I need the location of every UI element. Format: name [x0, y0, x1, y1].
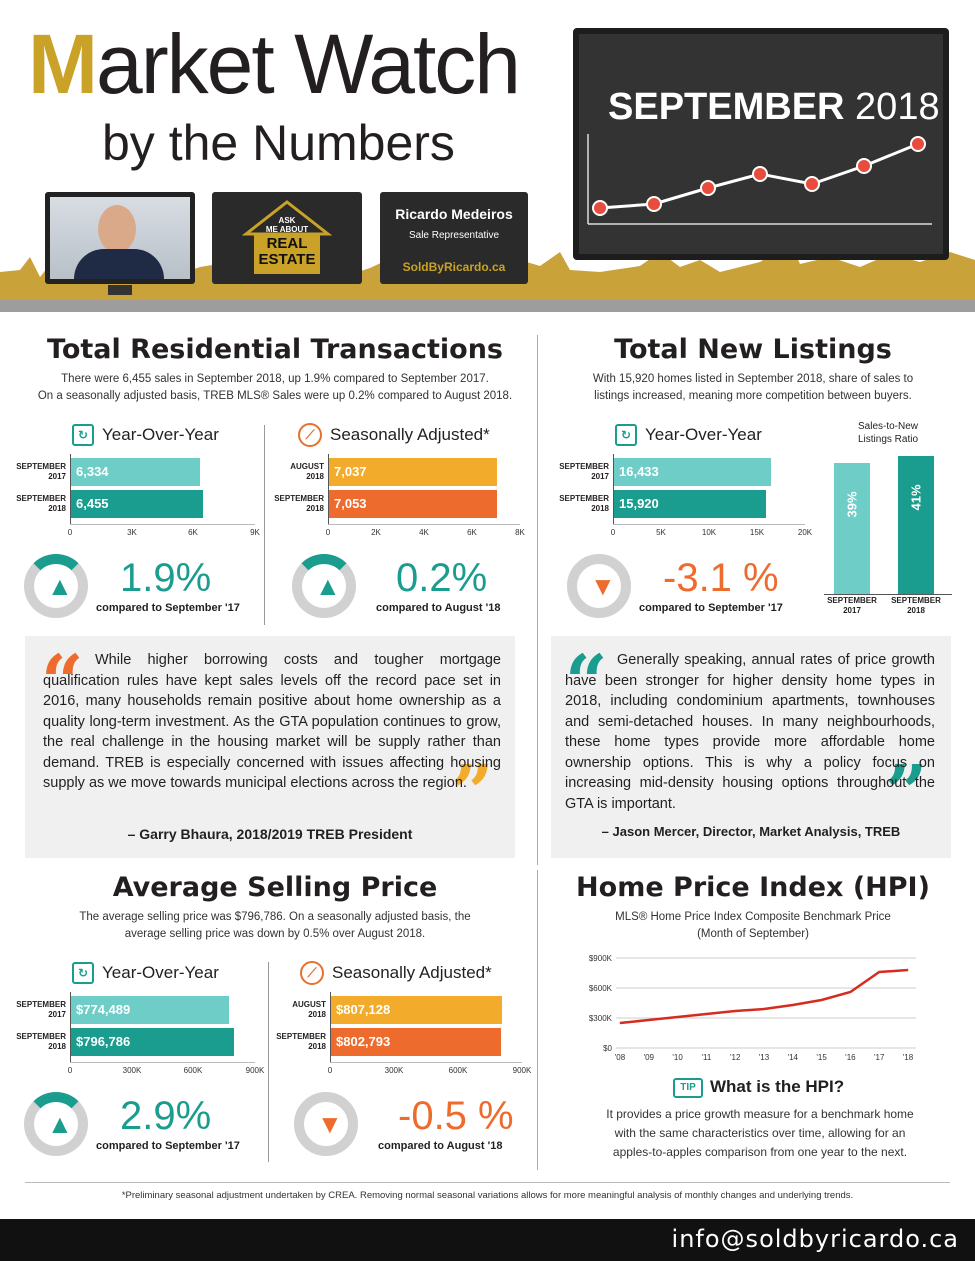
calendar-icon: ↻: [72, 424, 94, 446]
listings-title: Total New Listings: [614, 334, 892, 365]
quote-author-director: – Jason Mercer, Director, Market Analysis, TREB: [601, 824, 901, 839]
axis-line: [70, 524, 255, 525]
progress-ring: [24, 1092, 88, 1156]
leaf-icon: ⟋: [300, 961, 324, 985]
hpi-title: Home Price Index (HPI): [576, 872, 930, 903]
column-divider: [537, 335, 538, 865]
progress-ring: [292, 554, 356, 618]
quote-author-president: – Garry Bhaura, 2018/2019 TREB President: [127, 826, 413, 842]
tick-label: 0: [610, 528, 616, 537]
comparison-label: compared to September '17: [96, 1140, 240, 1152]
hpi-point: [879, 972, 880, 973]
x-tick-label: '14: [787, 1053, 799, 1062]
progress-ring: [294, 1092, 358, 1156]
arrow-down-icon: ▼: [590, 571, 616, 601]
close-quote-icon: ”: [451, 750, 494, 836]
bar-label: SEPTEMBER 2018: [559, 494, 609, 513]
hpi-point: [764, 1009, 765, 1010]
contact-email[interactable]: info@soldbyricardo.ca: [671, 1225, 959, 1253]
x-tick-label: '09: [643, 1053, 655, 1062]
bar-label: SEPTEMBER 2018: [16, 494, 66, 513]
column-divider: [537, 870, 538, 1170]
bar-label: SEPTEMBER 2017: [559, 462, 609, 481]
tick-label: 2K: [371, 528, 381, 537]
agent-photo-monitor: [45, 192, 195, 284]
bar: 16,433: [613, 458, 771, 486]
listings-desc-1: With 15,920 homes listed in September 2018, share of sales to: [592, 373, 914, 385]
hpi-point: [677, 1017, 678, 1018]
section-divider: [268, 962, 269, 1162]
agent-head: [98, 205, 136, 253]
tick-label: 0: [67, 528, 73, 537]
quote-box-director: [551, 636, 951, 858]
hpi-tip-line-2: with the same characteristics over time, allowing for an: [614, 1126, 906, 1140]
ratio-title: Sales-to-New Listings Ratio: [857, 421, 919, 445]
calendar-icon: ↻: [72, 962, 94, 984]
bar: 15,920: [613, 490, 766, 518]
hpi-point: [648, 1020, 649, 1021]
hpi-tip-title: What is the HPI?: [710, 1077, 845, 1096]
progress-ring: [24, 554, 88, 618]
open-quote-icon: “: [41, 640, 84, 726]
x-tick-label: '17: [873, 1053, 885, 1062]
x-tick-label: '12: [729, 1053, 741, 1062]
tick-label: 8K: [515, 528, 525, 537]
y-tick-label: $600K: [588, 984, 612, 993]
tick-label: 9K: [250, 528, 260, 537]
transactions-title: Total Residential Transactions: [47, 334, 503, 365]
chart-heading: Seasonally Adjusted*: [332, 963, 492, 982]
ratio-value: 41%: [908, 484, 924, 511]
bar: 7,037: [328, 458, 497, 486]
axis-line: [613, 454, 614, 524]
progress-ring: [567, 554, 631, 618]
bar-label: AUGUST 2018: [292, 1000, 326, 1019]
hpi-point: [620, 1023, 621, 1024]
footnote-divider: [25, 1182, 950, 1183]
x-tick-label: '16: [845, 1053, 856, 1062]
axis-line: [613, 524, 805, 525]
page-title: Market Watch: [28, 17, 520, 111]
hpi-tip-line-1: It provides a price growth measure for a benchmark home: [606, 1107, 914, 1121]
chart-heading: Seasonally Adjusted*: [330, 425, 490, 444]
hpi-series-line: [620, 970, 908, 1023]
price-title: Average Selling Price: [112, 872, 438, 903]
price-desc-1: The average selling price was $796,786. On a seasonally adjusted basis, the: [79, 911, 471, 923]
bar: 6,455: [70, 490, 203, 518]
tick-label: 600K: [448, 1066, 468, 1075]
percent-change: 1.9%: [120, 556, 212, 600]
tv-trend-line: [582, 128, 942, 238]
bar: 6,334: [70, 458, 200, 486]
price-desc-2: average selling price was down by 0.5% over August 2018.: [124, 928, 426, 940]
agent-role: Sale Representative: [408, 230, 500, 241]
axis-line: [328, 524, 520, 525]
tick-label: 6K: [467, 528, 477, 537]
chart-heading: Year-Over-Year: [102, 963, 219, 982]
section-divider: [264, 425, 265, 625]
listings-yoy-chart: [553, 420, 815, 630]
arrow-down-icon: ▼: [317, 1109, 343, 1139]
tick-label: 0: [327, 1066, 333, 1075]
tick-label: 300K: [122, 1066, 142, 1075]
bar: $796,786: [70, 1028, 234, 1056]
axis-line: [330, 992, 331, 1062]
footer-bar: [0, 1219, 975, 1261]
transactions-desc-2: On a seasonally adjusted basis, TREB MLS® Sales were up 0.2% compared to August 2018.: [37, 390, 513, 402]
hpi-point: [706, 1014, 707, 1015]
comparison-label: compared to August '18: [376, 602, 501, 614]
bar-label: AUGUST 2018: [290, 462, 324, 481]
ratio-label: SEPTEMBER 2018: [891, 596, 941, 615]
agent-photo: [50, 197, 190, 279]
bar-label: SEPTEMBER 2018: [274, 494, 324, 513]
tick-label: 900K: [512, 1066, 532, 1075]
comparison-label: compared to September '17: [639, 602, 783, 614]
ratio-axis: [824, 594, 952, 595]
agent-website[interactable]: SoldByRicardo.ca: [402, 260, 506, 274]
bar-label: SEPTEMBER 2018: [16, 1032, 66, 1051]
tick-label: 0: [325, 528, 331, 537]
price-yoy-chart: [10, 958, 265, 1168]
percent-change: -3.1 %: [663, 556, 779, 600]
tick-label: 4K: [419, 528, 429, 537]
tick-label: 10K: [701, 528, 717, 537]
ratio-value: 39%: [844, 491, 860, 518]
x-tick-label: '15: [816, 1053, 827, 1062]
chart-heading: Year-Over-Year: [102, 425, 219, 444]
agent-info-monitor: [380, 192, 528, 284]
percent-change: 2.9%: [120, 1094, 212, 1138]
y-tick-label: $900K: [588, 954, 612, 963]
x-tick-label: '11: [701, 1053, 712, 1062]
tick-label: 6K: [188, 528, 198, 537]
header: [0, 0, 975, 312]
bar-label: SEPTEMBER 2017: [16, 1000, 66, 1019]
quote-text-president: While higher borrowing costs and tougher mortgage qualification rules have kept sales levels off the record pace set in 2016, many households remain positive about home ownership as a quality long-term investment. As the GTA population continues to grow, the real challenge in the housing market will be supply rather than demand. TREB is especially concerned with issues affecting housing supply as we move towards municipal elections across the region.: [43, 652, 501, 791]
tick-label: 300K: [384, 1066, 404, 1075]
x-tick-label: '18: [902, 1053, 914, 1062]
tick-label: 900K: [245, 1066, 265, 1075]
hpi-point: [821, 1000, 822, 1001]
agent-name: Ricardo Medeiros: [395, 206, 513, 222]
quote-text-director: Generally speaking, annual rates of price growth have been stronger for higher density home types in 2018, including condominium apartments, townhouses and semi-detached houses. In many neighbourhoods, these home types provide more affordable home ownership options. This is why a policy focus on increasing mid-density housing options throughout the GTA is important.: [565, 652, 935, 812]
chart-heading: Year-Over-Year: [645, 425, 762, 444]
transactions-sa-chart: [268, 420, 530, 630]
x-tick-label: '08: [614, 1053, 626, 1062]
arrow-up-icon: ▲: [315, 571, 341, 601]
hpi-point: [735, 1011, 736, 1012]
axis-line: [330, 1062, 522, 1063]
agent-suit: [74, 249, 164, 279]
x-tick-label: '13: [758, 1053, 770, 1062]
axis-line: [70, 454, 71, 524]
arrow-up-icon: ▲: [47, 571, 73, 601]
tick-label: 0: [67, 1066, 73, 1075]
hpi-subtitle-1: MLS® Home Price Index Composite Benchmark Price: [615, 911, 891, 923]
tick-label: 5K: [656, 528, 666, 537]
tv-date: SEPTEMBER 2018: [608, 86, 940, 128]
percent-change: -0.5 %: [398, 1094, 514, 1138]
hpi-subtitle-2: (Month of September): [697, 928, 809, 940]
hpi-tip-line-3: apples-to-apples comparison from one year to the next.: [612, 1145, 908, 1159]
bar: $774,489: [70, 996, 229, 1024]
bar: 7,053: [328, 490, 497, 518]
percent-change: 0.2%: [396, 556, 488, 600]
bar-label: SEPTEMBER 2017: [16, 462, 66, 481]
bar: $807,128: [330, 996, 502, 1024]
bar: $802,793: [330, 1028, 501, 1056]
tick-label: 15K: [749, 528, 765, 537]
open-quote-icon: “: [565, 640, 608, 726]
close-quote-icon: ”: [885, 750, 928, 836]
transactions-desc-1: There were 6,455 sales in September 2018, up 1.9% compared to September 2017.: [61, 373, 489, 385]
y-tick-label: $0: [603, 1044, 612, 1053]
tick-label: 20K: [797, 528, 813, 537]
x-tick-label: '10: [672, 1053, 683, 1062]
tick-label: 600K: [183, 1066, 203, 1075]
axis-line: [70, 1062, 255, 1063]
hpi-tip-badge: TIP: [673, 1078, 703, 1098]
ask-me-monitor: [212, 192, 362, 284]
ratio-label: SEPTEMBER 2017: [827, 596, 877, 615]
footnote: *Preliminary seasonal adjustment undertaken by CREA. Removing normal seasonal variations allows for more meaningful analysis of monthly changes and underlying trends.: [121, 1190, 854, 1201]
leaf-icon: ⟋: [298, 423, 322, 447]
ask-text: ASK ME ABOUT: [265, 216, 309, 234]
hpi-line-chart: [570, 948, 930, 1073]
tick-label: 3K: [127, 528, 137, 537]
transactions-yoy-chart: [10, 420, 265, 630]
monitor-stand: [108, 285, 132, 295]
hpi-point: [792, 1005, 793, 1006]
quote-box-president: [25, 636, 515, 858]
hpi-point: [908, 970, 909, 971]
comparison-label: compared to September '17: [96, 602, 240, 614]
y-tick-label: $300K: [588, 1014, 612, 1023]
calendar-icon: ↻: [615, 424, 637, 446]
arrow-up-icon: ▲: [47, 1109, 73, 1139]
listings-desc-2: listings increased, meaning more competition between buyers.: [594, 390, 912, 402]
axis-line: [328, 454, 329, 524]
price-sa-chart: [270, 958, 532, 1168]
hpi-point: [850, 992, 851, 993]
comparison-label: compared to August '18: [378, 1140, 503, 1152]
real-estate-text: REAL ESTATE: [258, 235, 316, 268]
sales-to-listings-ratio-chart: [818, 450, 958, 620]
page-subtitle: by the Numbers: [102, 115, 455, 171]
bar-label: SEPTEMBER 2018: [276, 1032, 326, 1051]
axis-line: [70, 992, 71, 1062]
